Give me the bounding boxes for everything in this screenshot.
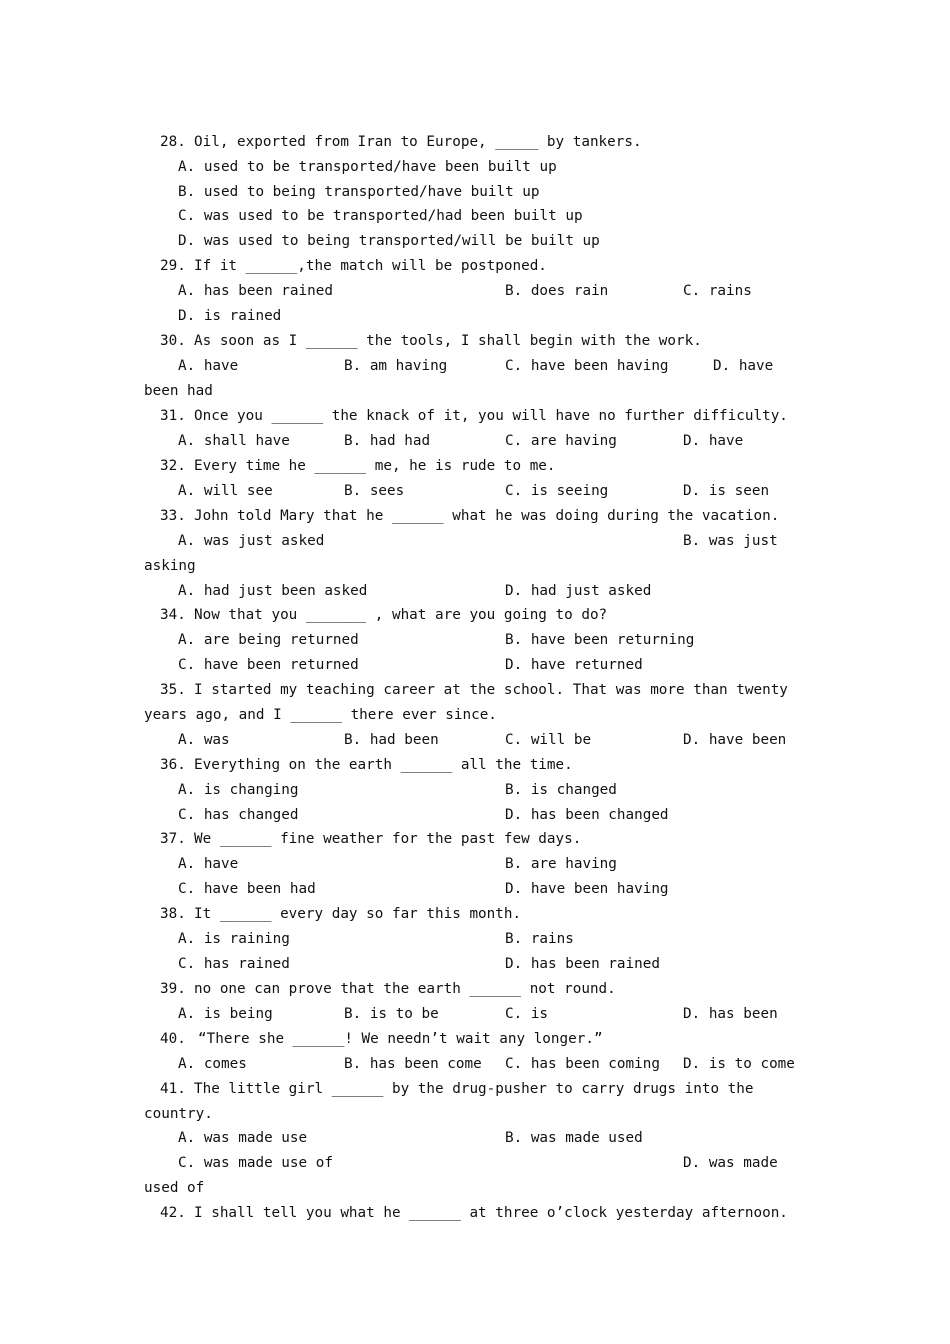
question-38-option-b: B. rains xyxy=(505,931,574,947)
question-32-option-a: A. will see xyxy=(178,483,273,499)
question-34-number: 34. xyxy=(160,607,186,623)
question-39-option-c: C. is xyxy=(505,1006,549,1022)
question-35-option-b: B. had been xyxy=(344,732,439,748)
question-31-option-a: A. shall have xyxy=(178,433,290,449)
question-33-option-d: D. had just asked xyxy=(505,583,652,599)
question-30-number: 30. xyxy=(160,333,186,349)
question-41-option-c: C. was made use of xyxy=(178,1155,333,1171)
question-40-stem: “There she ______! We needn’t wait any longer.” xyxy=(198,1031,603,1047)
question-39-stem: no one can prove that the earth ______ not round. xyxy=(194,981,616,997)
question-33-option-c: A. had just been asked xyxy=(178,583,368,599)
question-34-option-b: B. have been returning xyxy=(505,632,695,648)
question-36-number: 36. xyxy=(160,757,186,773)
question-32-option-c: C. is seeing xyxy=(505,483,609,499)
question-34-option-d: D. have returned xyxy=(505,657,643,673)
question-36-option-a: A. is changing xyxy=(178,782,299,798)
question-37-number: 37. xyxy=(160,831,186,847)
question-36-option-d: D. has been changed xyxy=(505,807,669,823)
question-29-stem: If it ______,the match will be postponed. xyxy=(194,258,547,274)
question-35-stem-continued: years ago, and I ______ there ever since. xyxy=(144,707,497,723)
question-41-stem: The little girl ______ by the drug-pusher to carry drugs into the xyxy=(194,1081,754,1097)
question-41-option-d: D. was made xyxy=(683,1155,778,1171)
question-35-option-c: C. will be xyxy=(505,732,592,748)
question-30-stem: As soon as I ______ the tools, I shall begin with the work. xyxy=(194,333,702,349)
question-31-option-c: C. are having xyxy=(505,433,617,449)
question-37-option-d: D. have been having xyxy=(505,881,669,897)
question-31-option-b: B. had had xyxy=(344,433,431,449)
question-35-option-d: D. have been xyxy=(683,732,787,748)
question-29-option-b: B. does rain xyxy=(505,283,609,299)
question-30-option-b: B. am having xyxy=(344,358,448,374)
question-29-option-a: A. has been rained xyxy=(178,283,333,299)
question-39-option-d: D. has been xyxy=(683,1006,778,1022)
question-36-stem: Everything on the earth ______ all the time. xyxy=(194,757,573,773)
question-41-option-d-continued: used of xyxy=(144,1180,205,1196)
question-35-number: 35. xyxy=(160,682,186,698)
question-30-option-a: A. have xyxy=(178,358,239,374)
question-29-number: 29. xyxy=(160,258,186,274)
question-34-stem: Now that you _______ , what are you going to do? xyxy=(194,607,608,623)
question-41-option-a: A. was made use xyxy=(178,1130,308,1146)
question-41-stem-continued: country. xyxy=(144,1106,213,1122)
question-32-number: 32. xyxy=(160,458,186,474)
question-38-stem: It ______ every day so far this month. xyxy=(194,906,522,922)
question-42-number: 42. xyxy=(160,1205,186,1221)
question-31-option-d: D. have xyxy=(683,433,744,449)
question-34-option-c: C. have been returned xyxy=(178,657,359,673)
question-28-option-c: C. was used to be transported/had been built up xyxy=(178,208,583,224)
question-40-option-d: D. is to come xyxy=(683,1056,795,1072)
question-31-number: 31. xyxy=(160,408,186,424)
question-35-option-a: A. was xyxy=(178,732,230,748)
question-33-option-b: B. was just xyxy=(683,533,778,549)
question-36-option-c: C. has changed xyxy=(178,807,299,823)
question-42-stem: I shall tell you what he ______ at three o’clock yesterday afternoon. xyxy=(194,1205,788,1221)
question-33-option-a: A. was just asked xyxy=(178,533,325,549)
question-38-option-c: C. has rained xyxy=(178,956,290,972)
question-36-option-b: B. is changed xyxy=(505,782,617,798)
question-33-option-b-continued: asking xyxy=(144,558,196,574)
question-37-stem: We ______ fine weather for the past few days. xyxy=(194,831,582,847)
question-39-option-a: A. is being xyxy=(178,1006,273,1022)
question-40-option-b: B. has been come xyxy=(344,1056,482,1072)
question-30-option-d-continued: been had xyxy=(144,383,213,399)
question-40-option-a: A. comes xyxy=(178,1056,247,1072)
question-33-number: 33. xyxy=(160,508,186,524)
question-29-option-d: D. is rained xyxy=(178,308,282,324)
question-28-stem: Oil, exported from Iran to Europe, _____ by tankers. xyxy=(194,134,642,150)
question-39-number: 39. xyxy=(160,981,186,997)
question-34-option-a: A. are being returned xyxy=(178,632,359,648)
question-38-number: 38. xyxy=(160,906,186,922)
question-28-option-b: B. used to being transported/have built up xyxy=(178,184,540,200)
question-28-number: 28. xyxy=(160,134,186,150)
question-37-option-a: A. have xyxy=(178,856,239,872)
question-41-option-b: B. was made used xyxy=(505,1130,643,1146)
question-40-number: 40. xyxy=(160,1031,186,1047)
question-31-stem: Once you ______ the knack of it, you will have no further difficulty. xyxy=(194,408,788,424)
question-32-stem: Every time he ______ me, he is rude to me. xyxy=(194,458,556,474)
question-29-option-c: C. rains xyxy=(683,283,752,299)
question-37-option-c: C. have been had xyxy=(178,881,316,897)
question-30-option-d: D. have xyxy=(713,358,774,374)
question-40-option-c: C. has been coming xyxy=(505,1056,660,1072)
question-33-stem: John told Mary that he ______ what he was doing during the vacation. xyxy=(194,508,780,524)
question-32-option-d: D. is seen xyxy=(683,483,770,499)
question-30-option-c: C. have been having xyxy=(505,358,669,374)
question-32-option-b: B. sees xyxy=(344,483,405,499)
question-39-option-b: B. is to be xyxy=(344,1006,439,1022)
question-38-option-d: D. has been rained xyxy=(505,956,660,972)
question-28-option-d: D. was used to being transported/will be built up xyxy=(178,233,600,249)
question-41-number: 41. xyxy=(160,1081,186,1097)
question-37-option-b: B. are having xyxy=(505,856,617,872)
question-38-option-a: A. is raining xyxy=(178,931,290,947)
question-28-option-a: A. used to be transported/have been built up xyxy=(178,159,557,175)
question-35-stem: I started my teaching career at the school. That was more than twenty xyxy=(194,682,788,698)
